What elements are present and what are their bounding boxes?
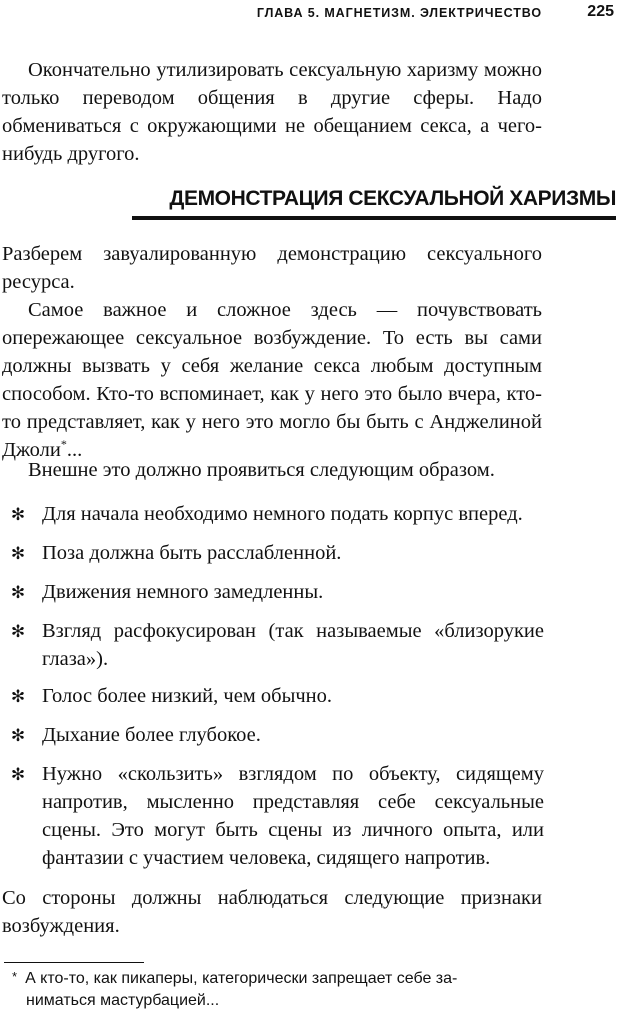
running-head [0,2,620,26]
bullet-text: Движения немного замедленны. [42,581,324,603]
footnote-mark: * [12,969,18,984]
bullet-text: Голос более низкий, чем обычно. [42,685,333,707]
asterisk-bullet-icon: ✻ [10,622,26,642]
footnote-reference: * [60,437,67,452]
intro-paragraph: Окончательно утилизировать сексуальную харизму можно только переводом общения в другие сферы. Надо обмениваться с окружающими не обещанием секса, а чего-нибудь другого. [2,59,542,165]
asterisk-bullet-icon: ✻ [10,544,26,564]
section-paragraph-1: Разберем завуалированную демонстрацию сексуального ресурса. [2,243,542,293]
bullet-text: Дыхание более глубокое. [42,724,261,746]
page-number: 225 [587,3,614,20]
heading-underline [132,216,616,220]
asterisk-bullet-icon: ✻ [10,505,26,525]
section-paragraph-2 [2,296,542,464]
footnote-divider [4,962,144,963]
bullet-text: Нужно «скользить» взглядом по объекту, сидящему напротив, мысленно представляя себе сексуальные сцены. Это могут быть сцены из личного опыта, или фантазии с участием человека, сидящего напротив. [42,763,544,869]
chapter-title: ГЛАВА 5. МАГНЕТИЗМ. ЭЛЕКТРИЧЕСТВО [256,6,542,20]
footnote [4,966,540,1012]
section-paragraph-2-tail: ... [66,439,83,461]
bullet-text: Поза должна быть расслабленной. [42,542,342,564]
closing-paragraph: Со стороны должны наблюдаться следующие признаки возбуждения. [2,887,542,937]
asterisk-bullet-icon: ✻ [10,583,26,603]
asterisk-bullet-icon: ✻ [10,765,26,785]
section-paragraph-3: Внешне это должно проявиться следующим образом. [28,459,495,481]
footnote-line-2: ниматься мастурбацией... [26,992,220,1009]
bullet-text: Для начала необходимо немного подать корпус вперед. [42,503,523,525]
footnote-line-1: А кто-то, как пикаперы, категорически запрещает себе за- [25,970,458,987]
bullet-text: Взгляд расфокусирован (так называемые «близорукие глаза»). [42,620,544,670]
section-paragraph-2-text: Самое важное и сложное здесь — почувствовать опережающее сексуальное возбуждение. То есть вы сами должны вызвать у себя желание секса любым доступным способом. Кто-то вспоминает, как у него это было вчера, кто-то представляет, как у него это могло бы быть с Анджелиной Джоли [2,299,542,461]
asterisk-bullet-icon: ✻ [10,726,26,746]
asterisk-bullet-icon: ✻ [10,687,26,707]
section-heading: ДЕМОНСТРАЦИЯ СЕКСУАЛЬНОЙ ХАРИЗМЫ [169,187,616,210]
